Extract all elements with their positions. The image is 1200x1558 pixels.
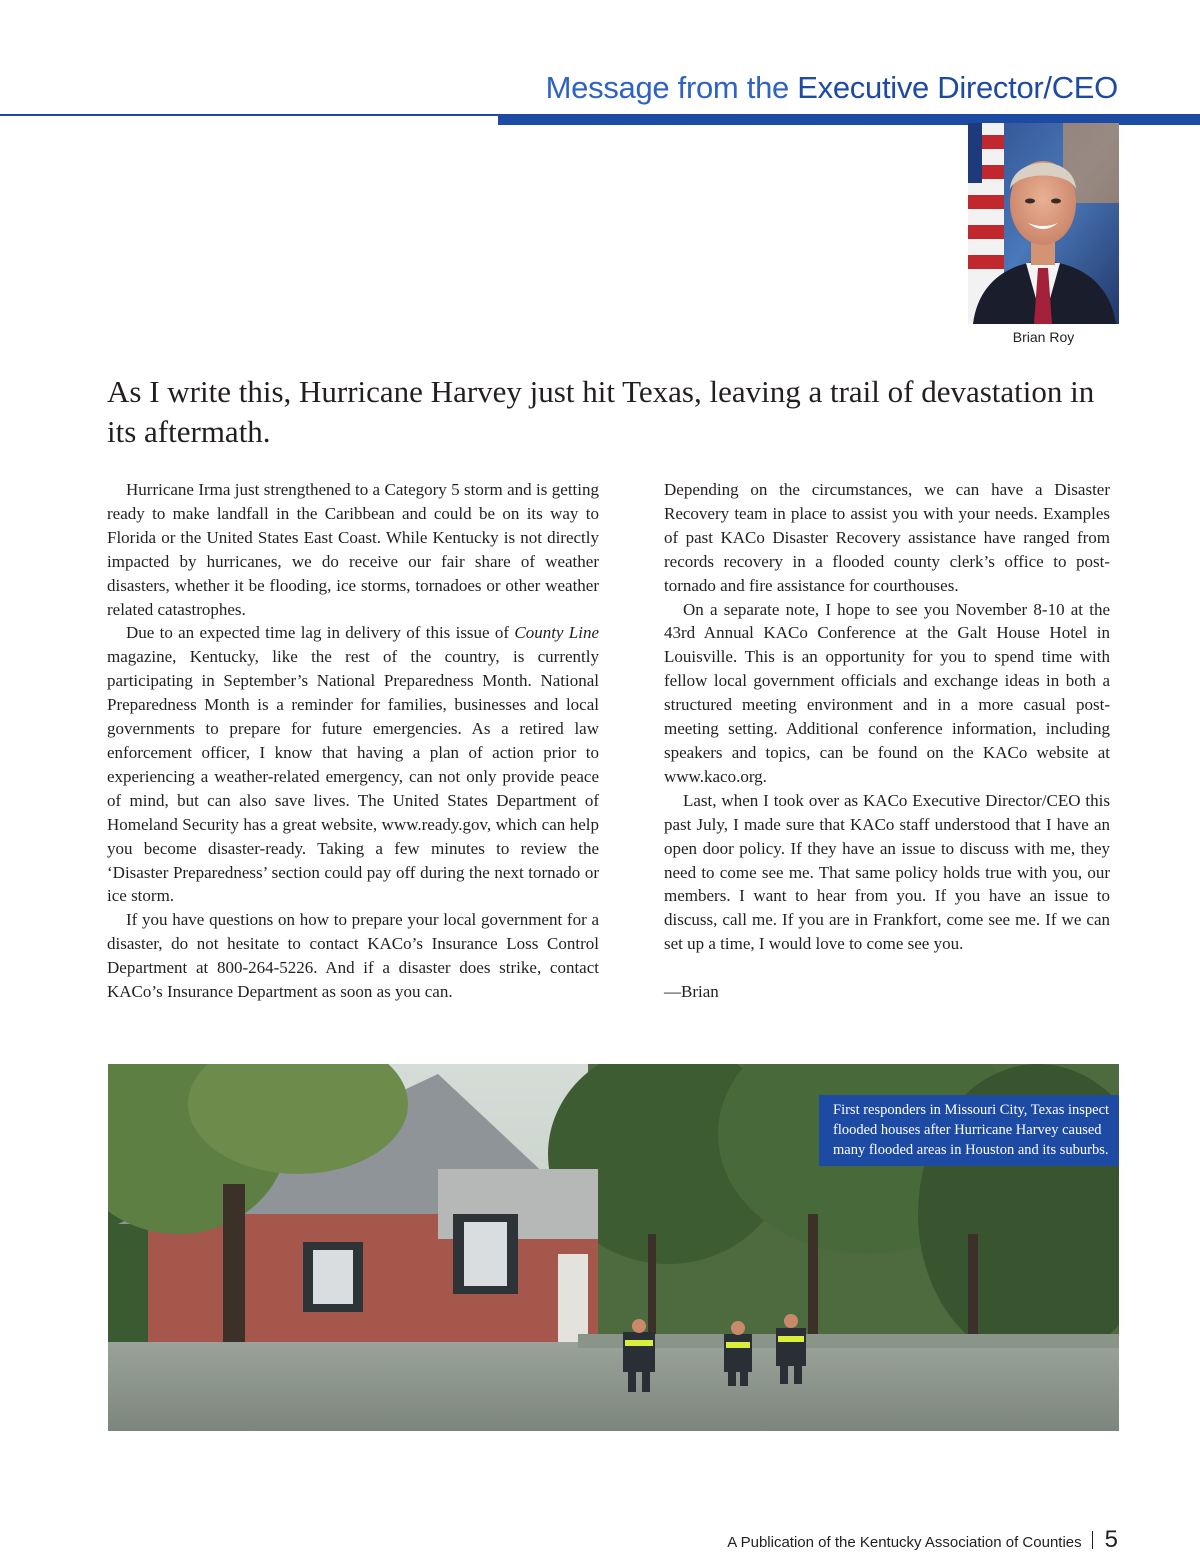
body-paragraph: Hurricane Irma just strengthened to a Category 5 storm and is getting ready to make landfall in the Caribbean and could be on its way to Florida or the United States East Coast. While Kentucky is not directly impacted by hurricanes, we do receive our fair share of weather disasters, whether it be flooding, ice storms, tornadoes or other weather related catastrophes. [107,480,599,619]
section-header-title-strong: Executive Director/CEO [797,70,1118,105]
flood-photo [108,1064,1119,1431]
portrait-caption: Brian Roy [1012,329,1075,345]
body-text: Due to an expected time lag in delivery of this issue of [126,623,515,643]
page-number: 5 [1104,1526,1118,1553]
magazine-title: County Line [514,623,599,643]
section-header-title-light: Message from the [545,70,798,105]
page-footer [727,1526,1118,1554]
signoff: —Brian [664,982,719,1002]
body-text: magazine, Kentucky, like the rest of the country, is currently participating in September’s National Preparedness Month. National Preparedness Month is a reminder for families, businesses and local governments to prepare for future emergencies. As a retired law enforcement officer, I know that having a plan of action prior to experiencing a weather-related emergency, can not only provide peace of mind, but can also save lives. The United States Department of Homeland Security has a great website, www.ready.gov, which can help you become disaster-ready. Taking a few minutes to review the ‘Disaster Preparedness’ section could pay off during the next tornado or ice storm. [107,647,599,906]
publication-credit: A Publication of the Kentucky Association of Counties [727,1534,1082,1551]
portrait-illustration [968,123,1119,324]
right-column [664,478,1110,1004]
left-column [107,478,599,1004]
photo-caption: First responders in Missouri City, Texas inspect flooded houses after Hurricane Harvey caused many flooded areas in Houston and its suburbs. [819,1095,1119,1166]
body-paragraph: Last, when I took over as KACo Executive Director/CEO this past July, I made sure that KACo staff understood that I have an open door policy. If they have an issue to discuss with me, they need to come see me. That same policy holds true with you, our members. I want to hear from you. If you have an issue to discuss, call me. If you are in Frankfort, come see me. If we can set up a time, I would love to come see you. [664,790,1110,954]
body-paragraph: If you have questions on how to prepare your local government for a disaster, do not hesitate to contact KACo’s Insurance Loss Control Department at 800-264-5226. And if a disaster does strike, contact KACo’s Insurance Department as soon as you can. [107,910,599,1002]
lead-heading: As I write this, Hurricane Harvey just hit Texas, leaving a trail of devastation in its aftermath. [107,374,1095,449]
body-paragraph: On a separate note, I hope to see you November 8-10 at the 43rd Annual KACo Conference at the Galt House Hotel in Louisville. This is an opportunity for you to spend time with fellow local government officials and exchange ideas in both a structured meeting environment and in a more casual post-meeting setting. Additional conference information, including speakers and topics, can be found on the KACo website at www.kaco.org. [664,599,1110,786]
body-paragraph: Depending on the circumstances, we can have a Disaster Recovery team in place to assist you with your needs. Examples of past KACo Disaster Recovery assistance have ranged from records recovery in a flooded county clerk’s office to post-tornado and fire assistance for courthouses. [664,480,1110,595]
body-paragraph [107,621,599,908]
portrait-photo [968,123,1119,324]
footer-divider [1092,1531,1093,1549]
section-header-title [546,70,1118,106]
